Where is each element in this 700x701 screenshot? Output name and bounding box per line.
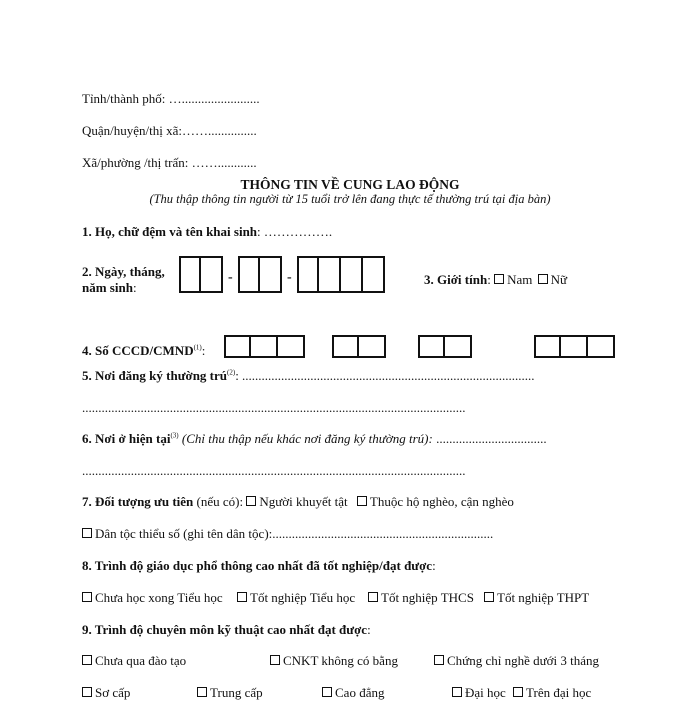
id-digit-box[interactable] [445,335,472,358]
q8-label: 8. Trình độ giáo dục phổ thông cao nhất đã tốt nghiệp/đạt được [82,558,433,573]
education-option[interactable] [484,590,589,606]
header-province: Tỉnh/thành phố: …........................ [82,91,260,106]
id-group-4[interactable] [534,335,615,358]
checkbox-icon[interactable] [494,274,504,284]
checkbox-icon[interactable] [270,655,280,665]
education-option-label: Chưa học xong Tiểu học [95,590,223,605]
id-digit-box[interactable] [278,335,305,358]
q5-row[interactable] [82,368,535,384]
year-digit-box[interactable] [297,256,319,293]
id-group-1[interactable] [224,335,305,358]
checkbox-icon[interactable] [484,592,494,602]
q9-label-row [82,622,371,638]
q6-note: (Chỉ thu thập nếu khác nơi đăng ký thường trú): [178,431,437,446]
q3-label: 3. Giới tính [424,272,488,287]
id-digit-box[interactable] [534,335,561,358]
checkbox-icon[interactable] [197,687,207,697]
header-commune: Xã/phường /thị trấn: ……............ [82,155,257,170]
q3-row [424,272,567,288]
qualification-option-label: Sơ cấp [95,685,131,700]
day-boxes[interactable] [179,256,223,293]
q2-label-line1: 2. Ngày, tháng, [82,264,165,279]
q1-row[interactable] [82,224,332,240]
checkbox-icon[interactable] [82,592,92,602]
q5-footnote-mark: (2) [227,368,236,377]
gender-option-label: Nam [507,272,533,287]
year-digit-box[interactable] [341,256,363,293]
q5-fill: : .......................................................................................... [235,368,535,383]
date-separator: - [287,270,292,285]
qualification-option-label: Chưa qua đào tạo [95,653,187,668]
gender-option-nu[interactable] [538,272,567,287]
priority-option-label: Thuộc hộ nghèo, cận nghèo [369,494,514,509]
q9-label: 9. Trình độ chuyên môn kỹ thuật cao nhất đạt được [82,622,368,637]
priority-option-disabled[interactable] [246,494,347,509]
q9-colon: : [367,622,371,637]
q5-fill-line2[interactable]: ...................................................................................................................... [82,400,466,415]
q4-colon: : [201,343,206,358]
year-digit-box[interactable] [319,256,341,293]
q6-row[interactable] [82,431,547,447]
qualification-option-label: CNKT không có bằng [283,653,398,668]
education-option-label: Tốt nghiệp THPT [497,590,590,605]
form-subtitle: (Thu thập thông tin người từ 15 tuổi trở lên đang thực tế thường trú tại địa bàn) [149,192,551,206]
checkbox-icon[interactable] [368,592,378,602]
checkbox-icon[interactable] [538,274,548,284]
q8-colon: : [432,558,436,573]
checkbox-icon[interactable] [452,687,462,697]
q5-label: 5. Nơi đăng ký thường trú [82,368,228,383]
priority-option-label: Dân tộc thiểu số (ghi tên dân tộc):.................................................................... [95,526,494,541]
education-option[interactable] [82,590,223,606]
header-district: Quận/huyện/thị xã:……............... [82,123,257,138]
id-digit-box[interactable] [359,335,386,358]
qualification-option[interactable] [513,685,591,701]
date-separator: - [228,270,233,285]
id-digit-box[interactable] [224,335,251,358]
qualification-option-label: Đại học [465,685,506,700]
education-option[interactable] [237,590,355,606]
education-option[interactable] [368,590,474,606]
priority-option-ethnic-minority[interactable] [82,526,493,542]
qualification-option[interactable] [322,685,384,701]
q2-colon: : [132,280,137,295]
priority-option-poor-household[interactable] [357,494,514,509]
month-boxes[interactable] [238,256,282,293]
q2-label-line2: năm sinh [82,280,133,295]
id-digit-box[interactable] [588,335,615,358]
gender-option-label: Nữ [550,272,568,287]
checkbox-icon[interactable] [322,687,332,697]
checkbox-icon[interactable] [434,655,444,665]
checkbox-icon[interactable] [82,655,92,665]
qualification-option-label: Cao đẳng [335,685,385,700]
checkbox-icon[interactable] [513,687,523,697]
education-option-label: Tốt nghiệp THCS [381,590,474,605]
q4-footnote-mark: (1) [193,343,202,352]
q2-label-line2-wrap [82,280,165,296]
qualification-option[interactable] [270,653,398,669]
education-option-label: Tốt nghiệp Tiểu học [250,590,356,605]
qualification-option[interactable] [434,653,599,669]
id-digit-box[interactable] [418,335,445,358]
id-digit-box[interactable] [332,335,359,358]
checkbox-icon[interactable] [82,687,92,697]
year-boxes[interactable] [297,256,385,293]
year-digit-box[interactable] [363,256,385,293]
qualification-option-label: Trung cấp [210,685,263,700]
id-digit-box[interactable] [561,335,588,358]
q6-label: 6. Nơi ở hiện tại [82,431,171,446]
q2-label [82,264,165,296]
id-digit-box[interactable] [251,335,278,358]
month-digit-box[interactable] [238,256,260,293]
qualification-option[interactable] [452,685,506,701]
qualification-option[interactable] [82,653,186,669]
qualification-option[interactable] [197,685,263,701]
q7-row [82,494,514,510]
q4-label-row [82,343,205,359]
id-group-3[interactable] [418,335,472,358]
q1-fill: : ……………. [257,224,333,239]
qualification-option-label: Chứng chỉ nghề dưới 3 tháng [447,653,600,668]
day-digit-box[interactable] [201,256,223,293]
q3-colon: : [487,272,491,287]
q7-label: 7. Đối tượng ưu tiên [82,494,194,509]
month-digit-box[interactable] [260,256,282,293]
checkbox-icon[interactable] [82,528,92,538]
id-group-2[interactable] [332,335,386,358]
q7-paren: (nếu có): [193,494,247,509]
form-title: THÔNG TIN VỀ CUNG LAO ĐỘNG [240,177,460,192]
checkbox-icon[interactable] [237,592,247,602]
qualification-option-label: Trên đại học [526,685,592,700]
day-digit-box[interactable] [179,256,201,293]
q1-label: 1. Họ, chữ đệm và tên khai sinh [82,224,258,239]
checkbox-icon[interactable] [246,496,256,506]
checkbox-icon[interactable] [357,496,367,506]
q6-fill-line2[interactable]: ...................................................................................................................... [82,463,466,478]
priority-option-label: Người khuyết tật [259,494,348,509]
q6-fill: .................................. [436,431,547,446]
q6-footnote-mark: (3) [170,431,179,440]
qualification-option[interactable] [82,685,130,701]
gender-option-nam[interactable] [494,272,532,287]
q4-label: 4. Số CCCD/CMND [82,343,194,358]
q8-label-row [82,558,436,574]
